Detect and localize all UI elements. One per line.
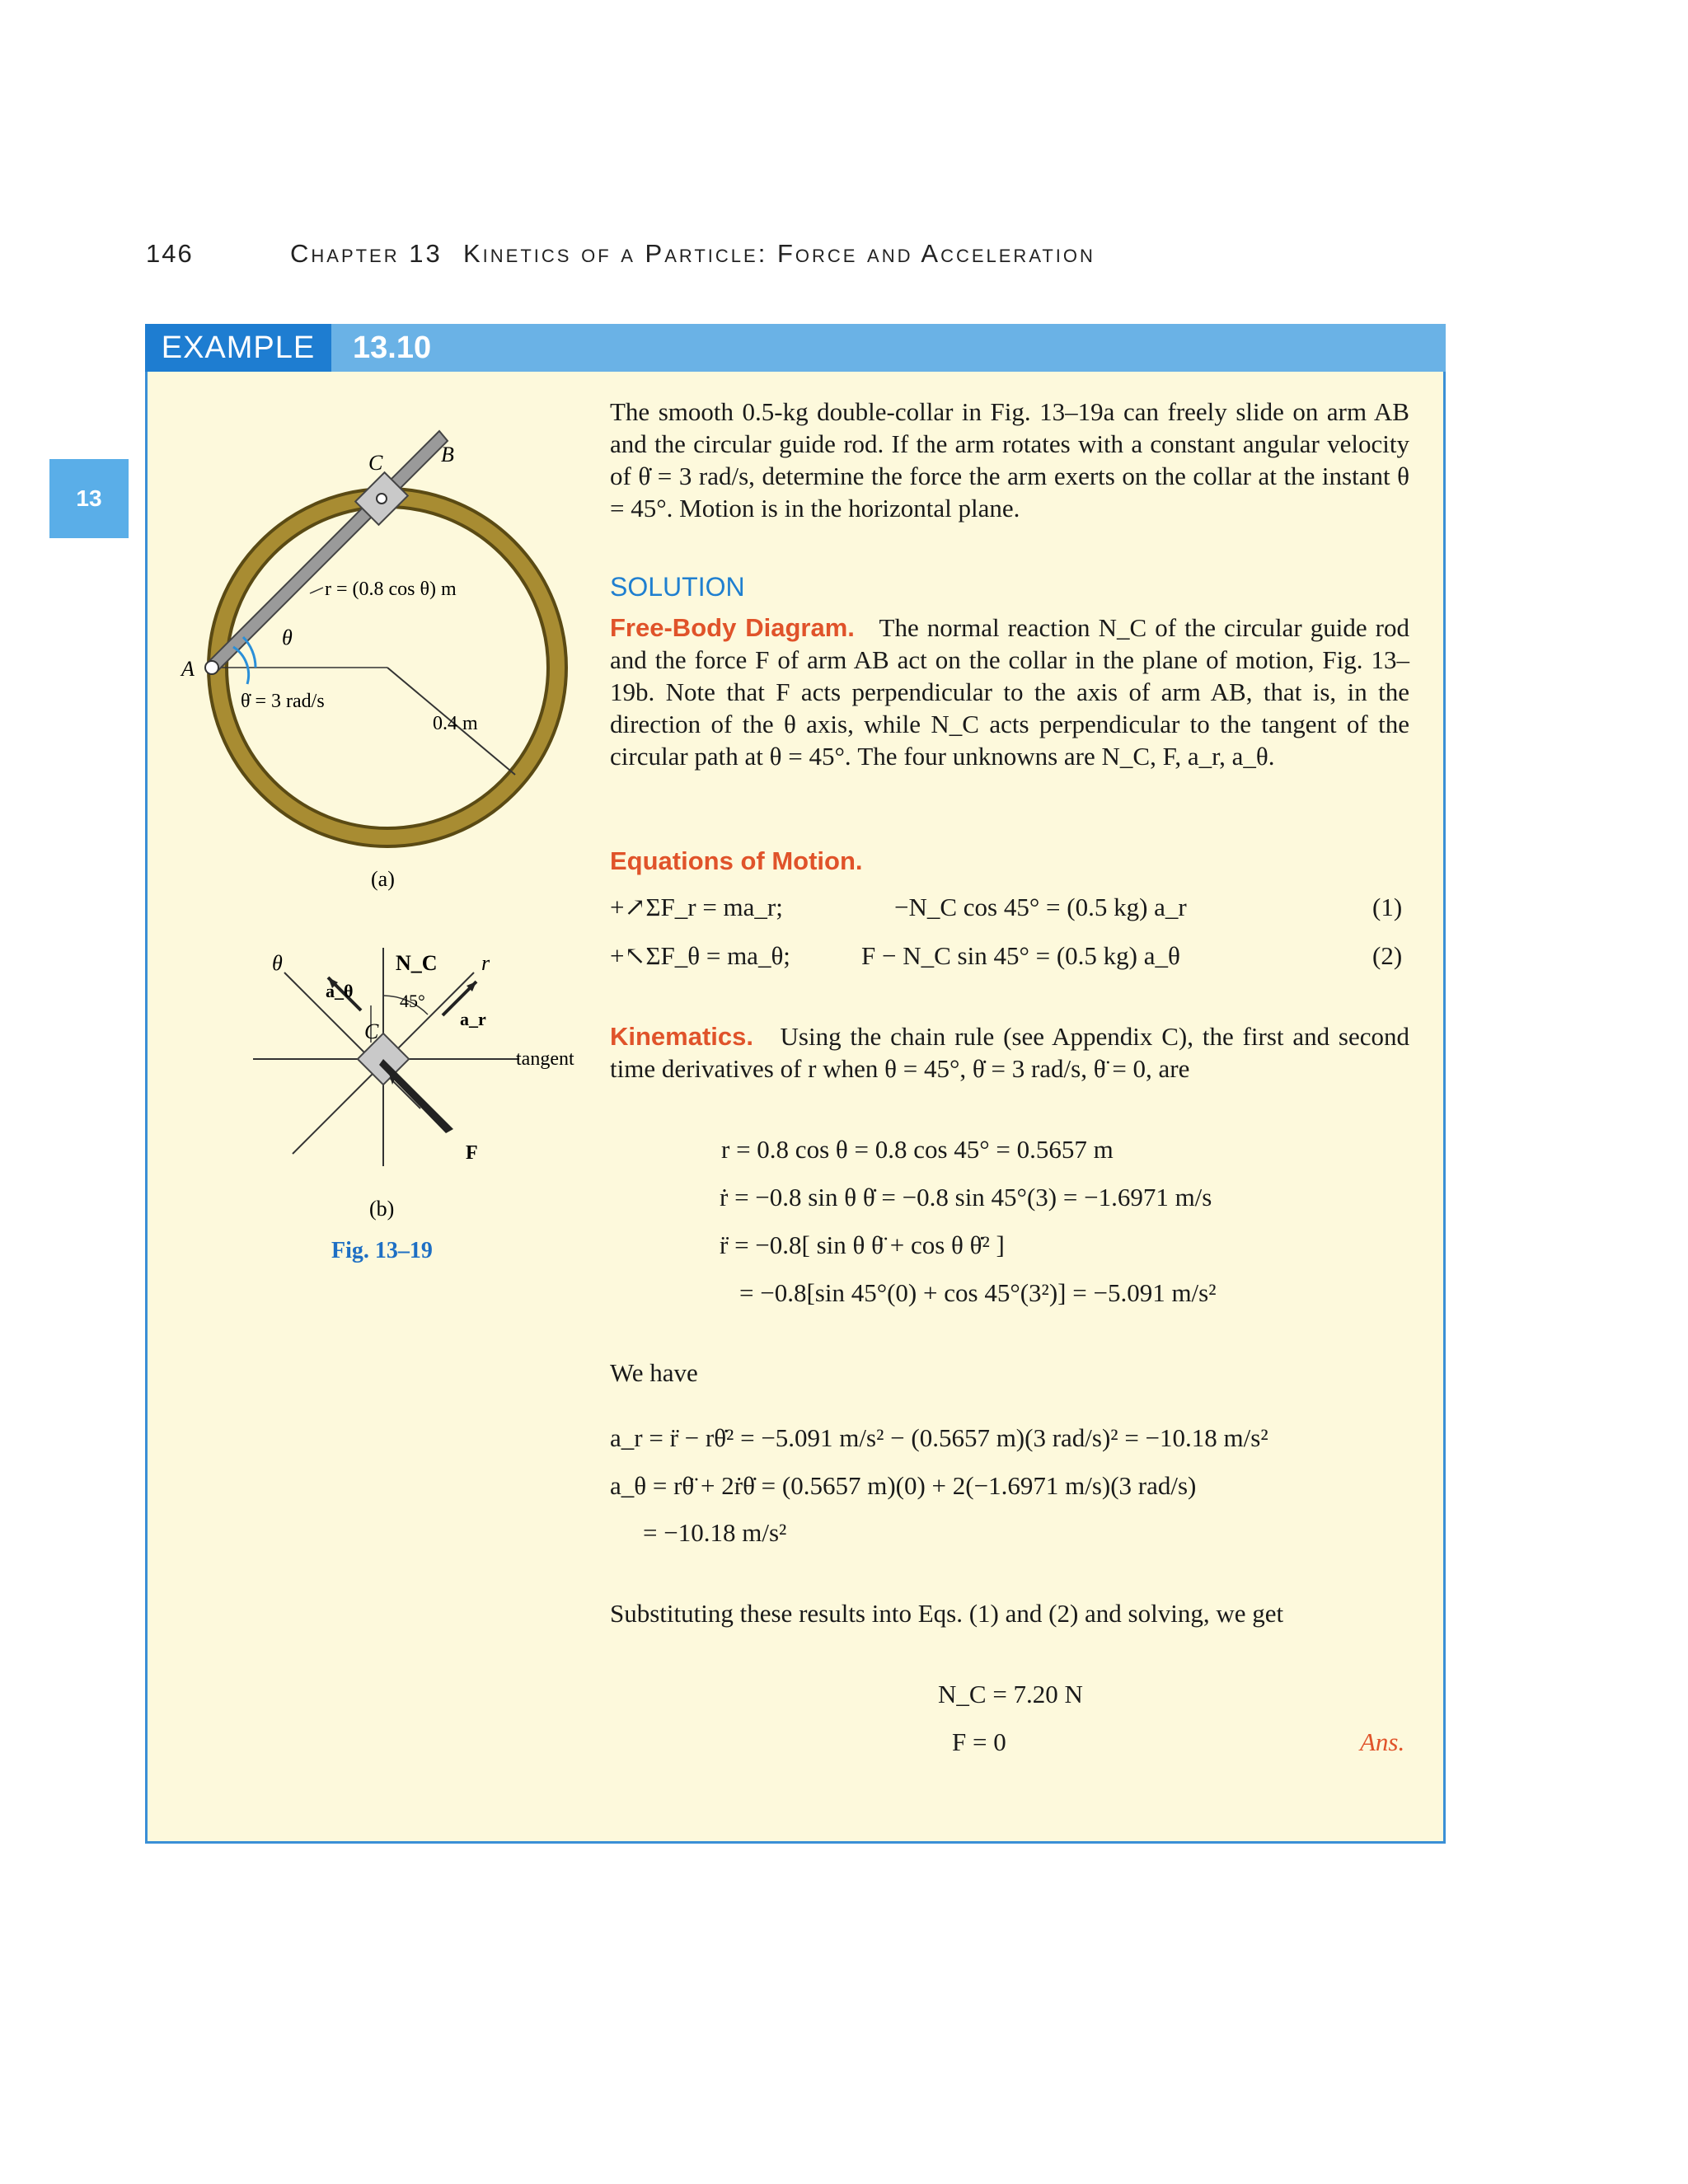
we-have: We have <box>610 1358 698 1387</box>
fbd-section <box>610 612 1409 772</box>
eq2-number: (2) <box>1372 941 1403 970</box>
fbd-text: The normal reaction N_C of the circular guide rod and the force F of arm AB act on the collar in the plane of motion, Fig. 13–19b. Note that F acts perpendicular to the axis of arm AB, that is, in the direction of the θ axis, while N_C acts perpendicular to the tangent of the circular path at θ = 45°. The four unknowns are N_C, F, a_r, a_θ. <box>610 613 1410 771</box>
eq2-left: +↖ΣF_θ = ma_θ; <box>610 941 790 970</box>
fbd-label-f: F <box>466 1142 478 1164</box>
problem-statement: The smooth 0.5-kg double-collar in Fig. 13–19a can freely slide on arm AB and the circular guide rod. If the arm rotates with a constant angular velocity of θ̇ = 3 rad/s, determine the force the arm exerts on the collar at the instant θ = 45°. Motion is in the horizontal plane. <box>610 397 1409 523</box>
collar-pin <box>377 494 387 504</box>
accel-atheta-result: = −10.18 m/s² <box>643 1518 787 1547</box>
result-nc: N_C = 7.20 N <box>938 1680 1083 1708</box>
kin-line-4: = −0.8[sin 45°(0) + cos 45°(3²)] = −5.091 m/s² <box>739 1278 1217 1307</box>
eq1-left: +↗ΣF_r = ma_r; <box>610 893 783 921</box>
label-omega: θ̇ = 3 rad/s <box>241 691 325 712</box>
r-leader <box>310 588 323 593</box>
eq1-body: −N_C cos 45° = (0.5 kg) a_r <box>894 893 1187 921</box>
example-number: 13.10 <box>353 330 432 365</box>
kinematics-heading: Kinematics. <box>610 1022 754 1051</box>
kin-line-3: r̈ = −0.8[ sin θ θ̈ + cos θ θ̇² ] <box>720 1230 1005 1259</box>
kin-line-1: r = 0.8 cos θ = 0.8 cos 45° = 0.5657 m <box>721 1135 1114 1164</box>
free-body-diagram <box>253 948 519 1166</box>
fbd-label-nc: N_C <box>396 951 438 975</box>
fbd-label-theta: θ <box>272 951 283 975</box>
answer-marker: Ans. <box>1360 1727 1405 1756</box>
solution-heading: SOLUTION <box>610 572 745 602</box>
label-c: C <box>368 451 383 475</box>
kin-line-2: ṙ = −0.8 sin θ θ̇ = −0.8 sin 45°(3) = −1.6971 m/s <box>720 1183 1212 1212</box>
fbd-label-r: r <box>481 951 490 975</box>
accel-atheta: a_θ = rθ̈ + 2ṙθ̇ = (0.5657 m)(0) + 2(−1.6971 m/s)(3 rad/s) <box>610 1471 1197 1500</box>
label-r-expression: r = (0.8 cos θ) m <box>325 579 457 600</box>
label-theta: θ <box>282 626 293 649</box>
arm-ab <box>208 431 448 673</box>
fbd-label-tangent: tangent <box>516 1048 574 1070</box>
label-b: B <box>441 443 454 466</box>
kinematics-text: Using the chain rule (see Appendix C), the first and second time derivatives of r when θ = 45°, θ̇ = 3 rad/s, θ̈ = 0, are <box>610 1022 1410 1083</box>
chapter-label: Chapter 13 <box>290 239 443 268</box>
chapter-side-tab: 13 <box>49 459 129 538</box>
fbd-label-ar: a_r <box>460 1009 486 1029</box>
fbd-heading: Free-Body Diagram. <box>610 613 855 642</box>
label-a: A <box>181 657 195 681</box>
figure-13-19 <box>148 387 610 1302</box>
chapter-title: Kinetics of a Particle: Force and Acceleration <box>463 239 1095 268</box>
example-label: EXAMPLE <box>145 324 331 372</box>
page-number: 146 <box>146 239 194 268</box>
accel-ar: a_r = r̈ − rθ̇² = −5.091 m/s² − (0.5657 m)(3 rad/s)² = −10.18 m/s² <box>610 1423 1268 1452</box>
fbd-label-atheta: a_θ <box>326 981 354 1001</box>
figure-caption: Fig. 13–19 <box>331 1238 433 1263</box>
label-radius: 0.4 m <box>433 713 478 734</box>
fbd-label-c: C <box>364 1019 379 1043</box>
eq1-number: (1) <box>1372 893 1403 921</box>
subcaption-b: (b) <box>369 1197 395 1221</box>
eom-heading: Equations of Motion. <box>610 846 863 875</box>
result-f: F = 0 <box>952 1727 1006 1756</box>
fbd-label-45: 45° <box>400 991 425 1011</box>
subcaption-a: (a) <box>371 867 395 891</box>
substituting-text: Substituting these results into Eqs. (1) and (2) and solving, we get <box>610 1599 1284 1628</box>
eq2-body: F − N_C sin 45° = (0.5 kg) a_θ <box>861 941 1180 970</box>
kinematics-section <box>610 1020 1409 1085</box>
pivot-a <box>205 661 218 674</box>
